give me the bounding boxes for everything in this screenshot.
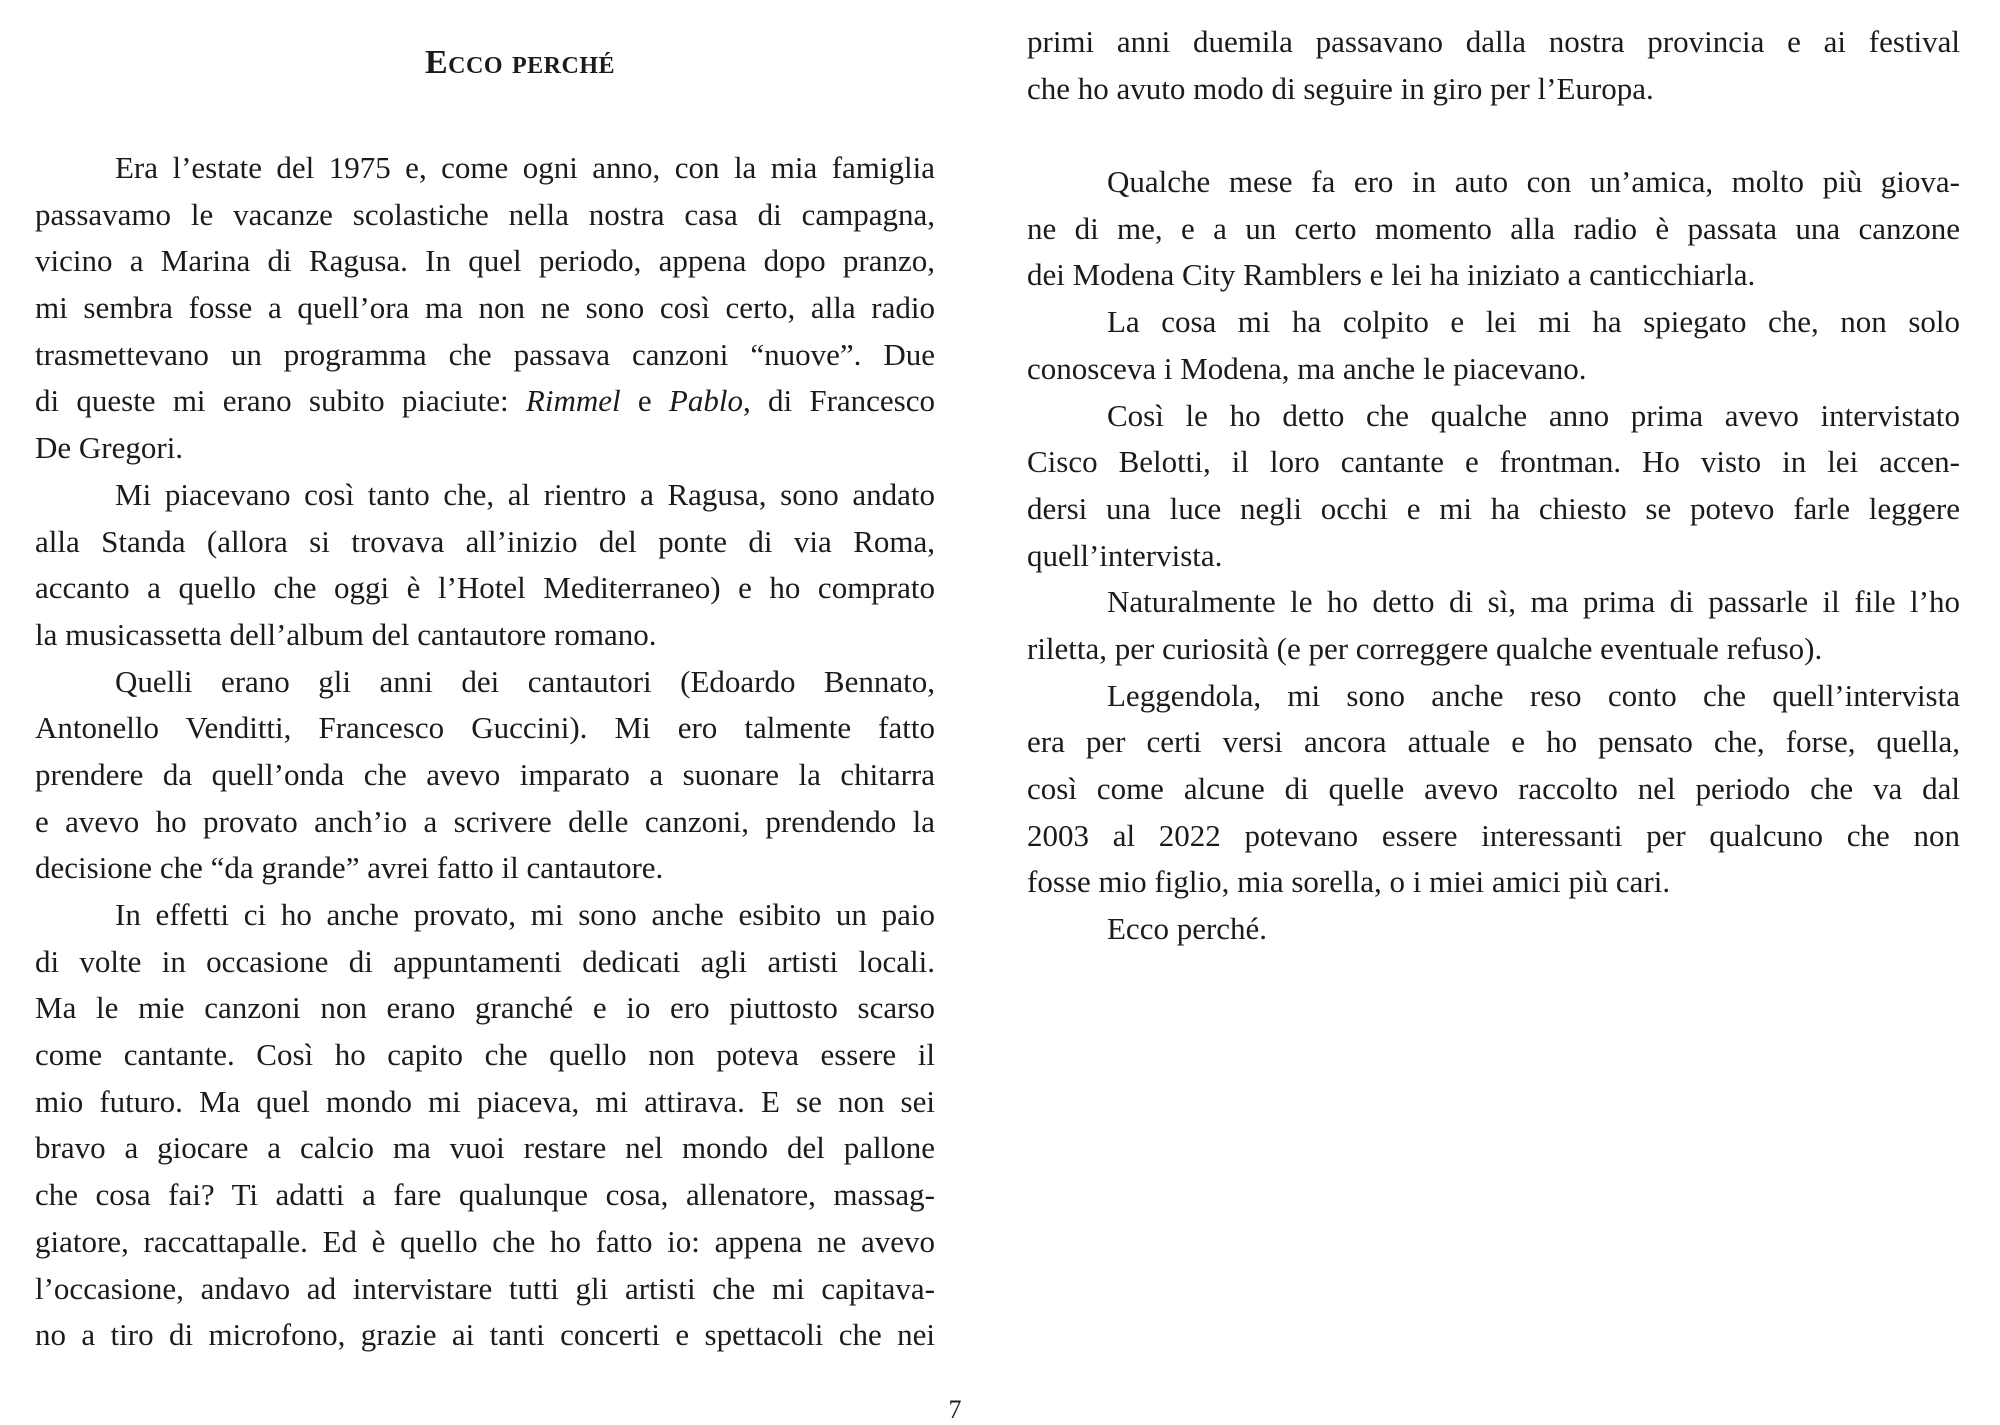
text-line: la musicassetta dell’album del cantautore romano. xyxy=(35,616,657,652)
text-line: Così le ho detto che qualche anno prima avevo intervistato xyxy=(1107,397,1960,433)
text-line: dersi una luce negli occhi e mi ha chiesto se potevo farle leggere xyxy=(1027,490,1960,526)
text-line: Cisco Belotti, il loro cantante e frontman. Ho visto in lei accen- xyxy=(1027,444,1960,480)
text-line: mio futuro. Ma quel mondo mi piaceva, mi attirava. E se non sei xyxy=(35,1083,935,1119)
text-line: che ho avuto modo di seguire in giro per l’Europa. xyxy=(1027,70,1654,106)
text-line: De Gregori. xyxy=(35,430,184,466)
text-line: 2003 al 2022 potevano essere interessanti per qualcuno che non xyxy=(1027,817,1960,853)
text-line xyxy=(35,378,935,425)
text-line: e avevo ho provato anch’io a scrivere delle canzoni, prendendo la xyxy=(35,803,935,839)
text-line: riletta, per curiosità (e per correggere qualche eventuale refuso). xyxy=(1027,630,1823,666)
chapter-heading: Ecco perché xyxy=(424,43,616,81)
text-line: fosse mio figlio, mia sorella, o i miei amici più cari. xyxy=(1027,864,1671,900)
page-number: 7 xyxy=(948,1395,962,1424)
text-line: Ma le mie canzoni non erano granché e io ero piuttosto scarso xyxy=(35,990,935,1026)
text-line: Antonello Venditti, Francesco Guccini). Mi ero talmente fatto xyxy=(35,710,935,746)
left-page xyxy=(35,0,962,1425)
text-line: dei Modena City Ramblers e lei ha iniziato a canticchiarla. xyxy=(1027,257,1756,293)
text-line: come cantante. Così ho capito che quello non poteva essere il xyxy=(35,1037,935,1073)
text-line: accanto a quello che oggi è l’Hotel Mediterraneo) e ho comprato xyxy=(35,570,935,606)
text-line: alla Standa (allora si trovava all’inizio del ponte di via Roma, xyxy=(35,523,935,559)
text-line: prendere da quell’onda che avevo imparato a suonare la chitarra xyxy=(35,756,935,792)
text-line: ne di me, e a un certo momento alla radio è passata una canzone xyxy=(1027,210,1960,246)
blank-line xyxy=(1027,112,1960,159)
text-line: conosceva i Modena, ma anche le piacevano. xyxy=(1027,350,1587,386)
text-line: di volte in occasione di appuntamenti dedicati agli artisti locali. xyxy=(35,943,935,979)
song-title: Rimmel xyxy=(525,383,621,419)
text-line: Quelli erano gli anni dei cantautori (Edoardo Bennato, xyxy=(115,663,935,699)
text-line: no a tiro di microfono, grazie ai tanti concerti e spettacoli che nei xyxy=(35,1317,935,1353)
text-line: Leggendola, mi sono anche reso conto che quell’intervista xyxy=(1107,677,1960,713)
text-line: Mi piacevano così tanto che, al rientro a Ragusa, sono andato xyxy=(115,476,935,512)
text-line: trasmettevano un programma che passava canzoni “nuove”. Due xyxy=(35,336,935,372)
text-segment: , di Francesco xyxy=(742,383,935,419)
text-line: vicino a Marina di Ragusa. In quel periodo, appena dopo pranzo, xyxy=(35,243,935,279)
left-page-body xyxy=(35,145,935,1359)
song-title: Pablo xyxy=(668,383,743,419)
text-line: passavamo le vacanze scolastiche nella nostra casa di campagna, xyxy=(35,196,935,232)
text-line: Naturalmente le ho detto di sì, ma prima di passarle il file l’ho xyxy=(1107,584,1960,620)
text-line: così come alcune di quelle avevo raccolto nel periodo che va dal xyxy=(1027,771,1960,806)
text-line: bravo a giocare a calcio ma vuoi restare nel mondo del pallone xyxy=(35,1130,935,1166)
text-line: Era l’estate del 1975 e, come ogni anno, con la mia famiglia xyxy=(115,150,935,185)
text-line: giatore, raccattapalle. Ed è quello che ho fatto io: appena ne avevo xyxy=(35,1223,935,1259)
text-line: Ecco perché. xyxy=(1107,911,1268,947)
text-line: decisione che “da grande” avrei fatto il cantautore. xyxy=(35,850,664,886)
text-line: mi sembra fosse a quell’ora ma non ne sono così certo, alla radio xyxy=(35,290,935,326)
right-page-body xyxy=(1027,19,1960,953)
text-line: l’occasione, andavo ad intervistare tutti gli artisti che mi capitava- xyxy=(35,1270,935,1306)
text-line: In effetti ci ho anche provato, mi sono anche esibito un paio xyxy=(115,897,935,932)
text-line: Qualche mese fa ero in auto con un’amica, molto più giova- xyxy=(1107,164,1960,200)
text-segment: di queste mi erano subito piaciute: xyxy=(35,383,526,419)
text-line: quell’intervista. xyxy=(1027,537,1223,573)
text-line: che cosa fai? Ti adatti a fare qualunque cosa, allenatore, massag- xyxy=(35,1177,935,1213)
text-line: primi anni duemila passavano dalla nostra provincia e ai festival xyxy=(1027,24,1960,59)
text-line: La cosa mi ha colpito e lei mi ha spiegato che, non solo xyxy=(1107,304,1960,340)
right-page xyxy=(1027,0,1960,1425)
text-line: era per certi versi ancora attuale e ho pensato che, forse, quella, xyxy=(1027,724,1960,760)
text-segment: e xyxy=(620,383,669,419)
